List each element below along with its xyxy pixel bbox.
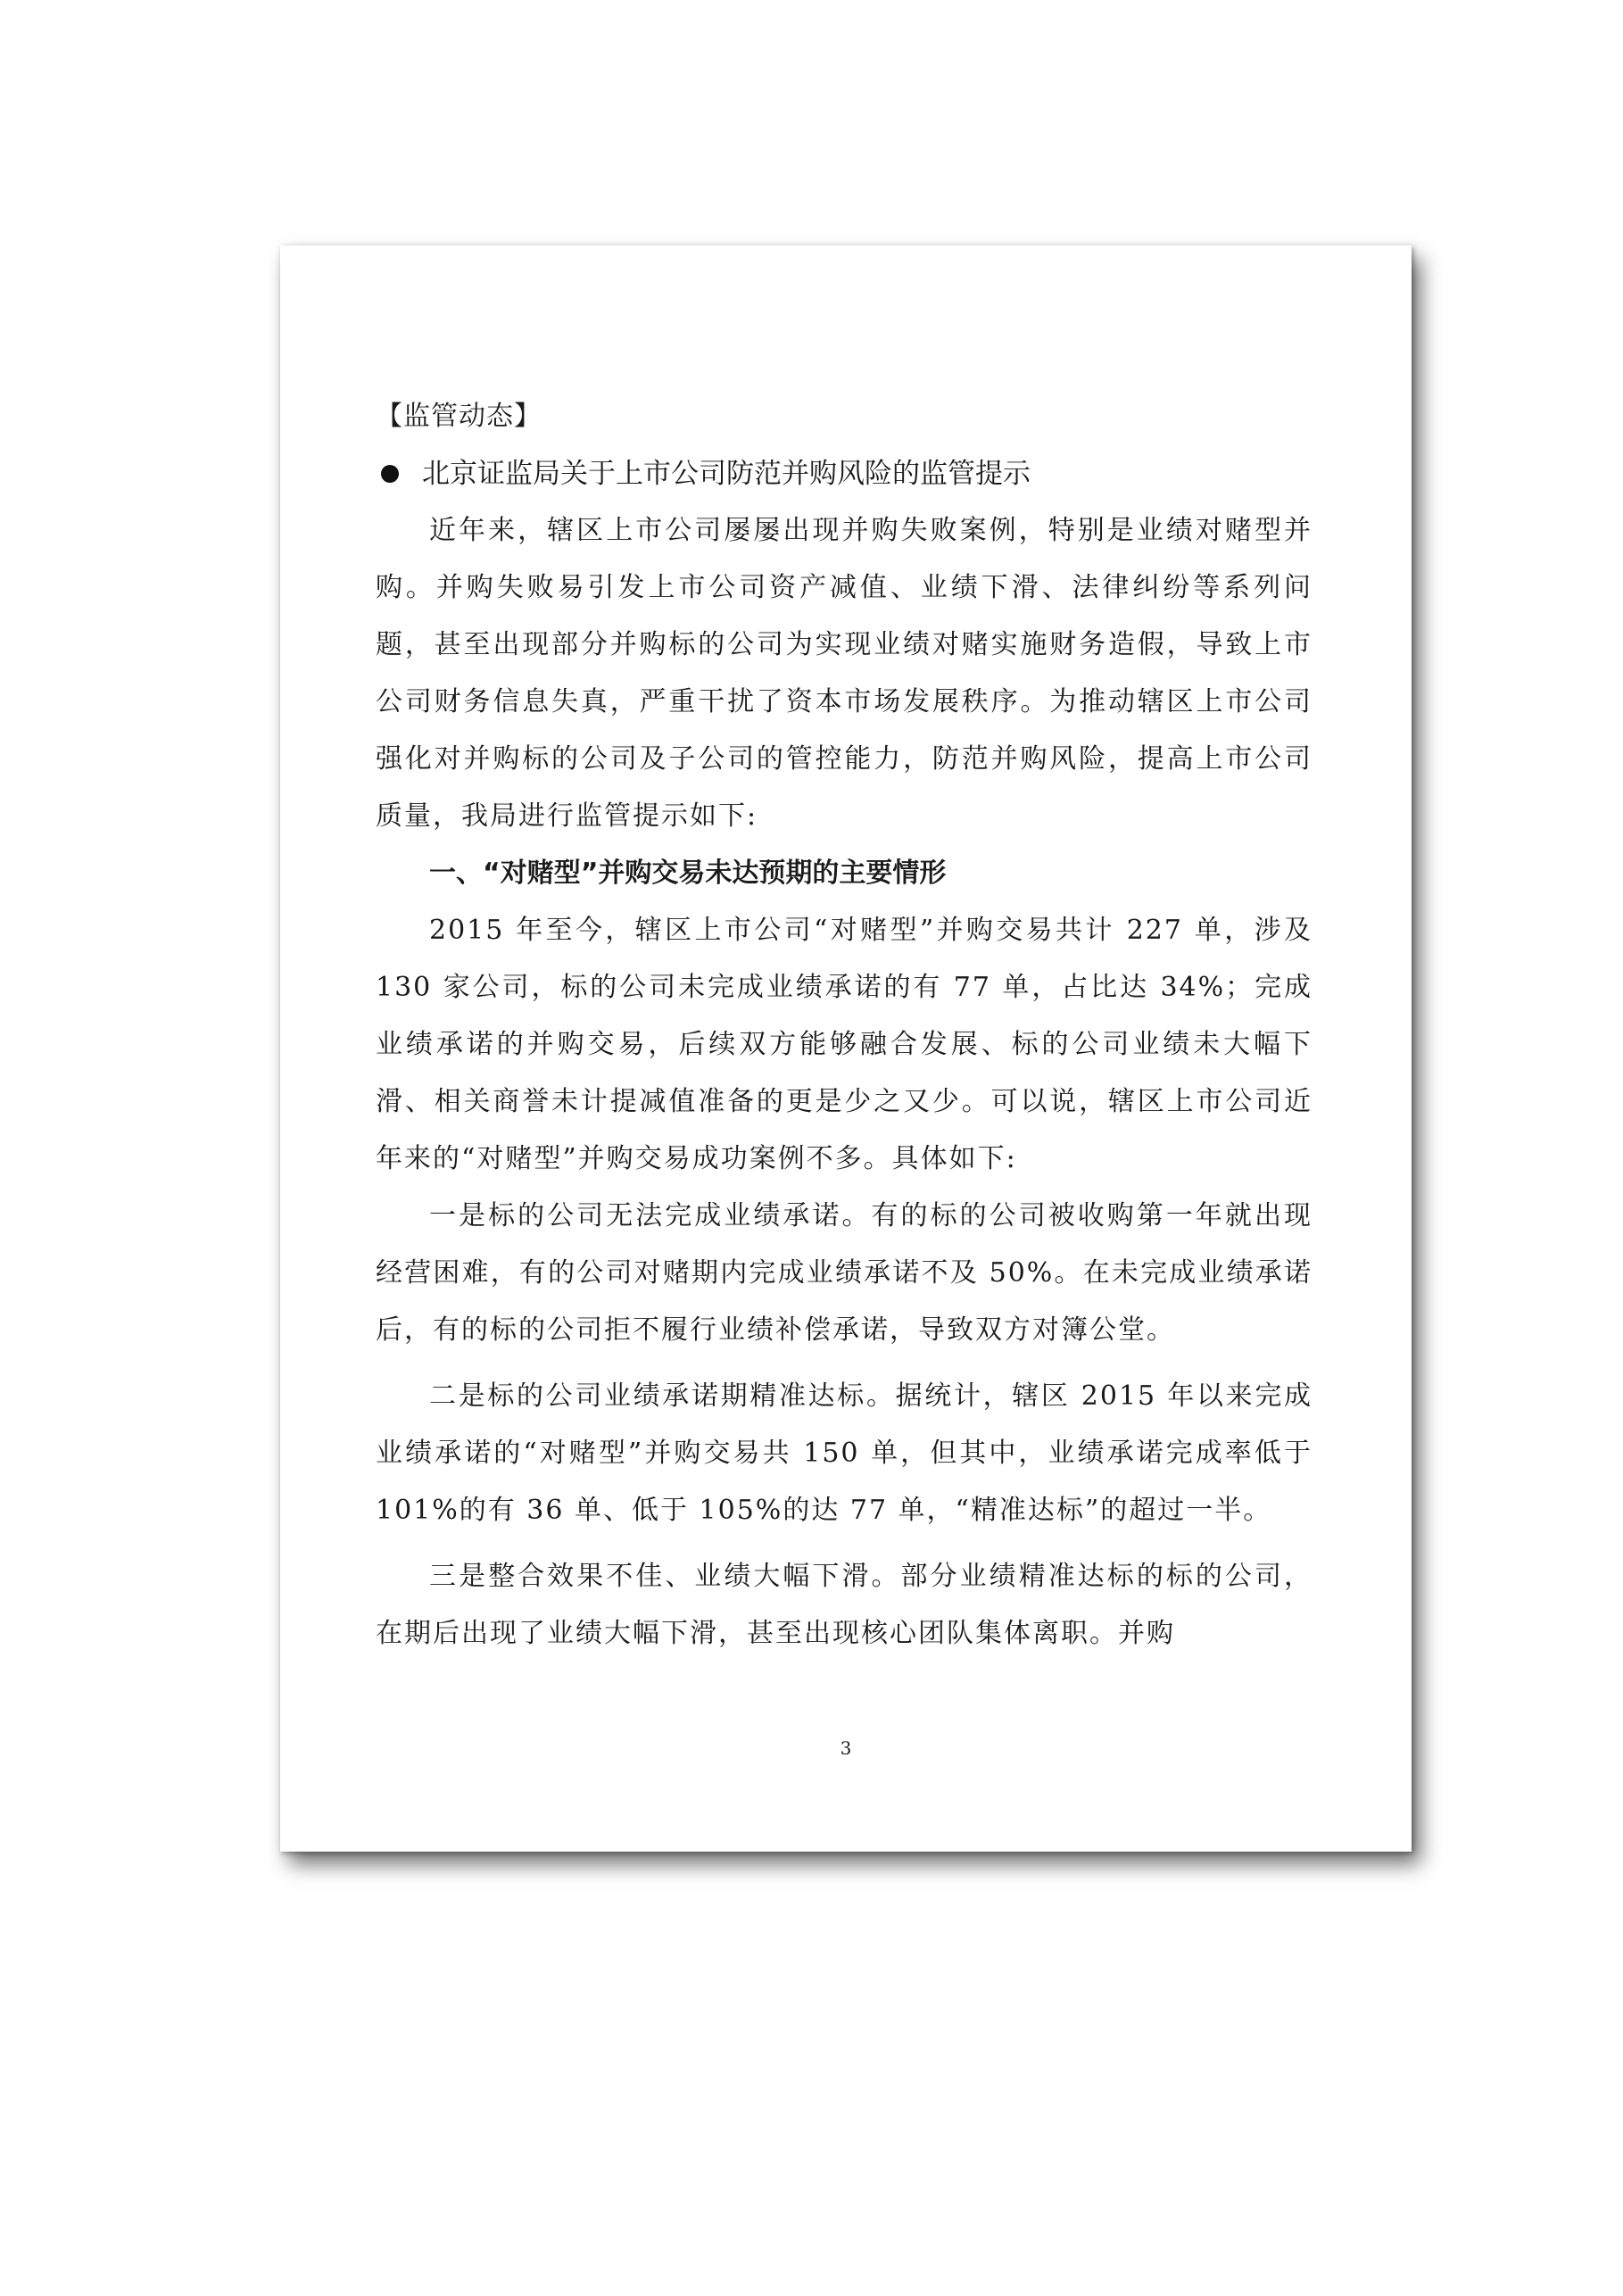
overview-paragraph: 2015 年至今，辖区上市公司“对赌型”并购交易共计 227 单，涉及 130 家公司，标的公司未完成业绩承诺的有 77 单，占比达 34%；完成业绩承诺的并购交易，后续双方能够融合发展、标的公司业绩未大幅下滑、相关商誉未计提减值准备的更是少之又少。可以说，辖区上市公司近年来的“对赌型”并购交易成功案例不多。具体如下:: [376, 915, 1312, 1174]
bullet-icon: [381, 465, 399, 483]
sub-heading: 一、“对赌型”并购交易未达预期的主要情形: [429, 858, 947, 889]
page-content: [376, 388, 1312, 1662]
page-number: 3: [840, 1737, 852, 1759]
point-three-paragraph: 三是整合效果不佳、业绩大幅下滑。部分业绩精准达标的标的公司，在期后出现了业绩大幅下滑，甚至出现核心团队集体离职。并购: [376, 1561, 1312, 1649]
point-two-paragraph: 二是标的公司业绩承诺期精准达标。据统计，辖区 2015 年以来完成业绩承诺的“对赌型”并购交易共 150 单，但其中，业绩承诺完成率低于 101%的有 36 单、低于 105%的达 77 单，“精准达标”的超过一半。: [376, 1380, 1312, 1526]
paragraph-gap: [376, 1359, 1312, 1368]
document-page: [280, 245, 1412, 1852]
intro-paragraph: 近年来，辖区上市公司屡屡出现并购失败案例，特别是业绩对赌型并购。并购失败易引发上市公司资产减值、业绩下滑、法律纠纷等系列问题，甚至出现部分并购标的公司为实现业绩对赌实施财务造假，导致上市公司财务信息失真，严重干扰了资本市场发展秩序。为推动辖区上市公司强化对并购标的公司及子公司的管控能力，防范并购风险，提高上市公司质量，我局进行监管提示如下:: [376, 515, 1312, 832]
section-tag: 【监管动态】: [376, 401, 542, 432]
paragraph-gap: [376, 1539, 1312, 1548]
article-headline: [376, 445, 1312, 502]
point-one-paragraph: 一是标的公司无法完成业绩承诺。有的标的公司被收购第一年就出现经营困难，有的公司对赌期内完成业绩承诺不及 50%。在未完成业绩承诺后，有的标的公司拒不履行业绩补偿承诺，导致双方对簿公堂。: [376, 1200, 1312, 1346]
headline-text: 北京证监局关于上市公司防范并购风险的监管提示: [422, 458, 1031, 490]
